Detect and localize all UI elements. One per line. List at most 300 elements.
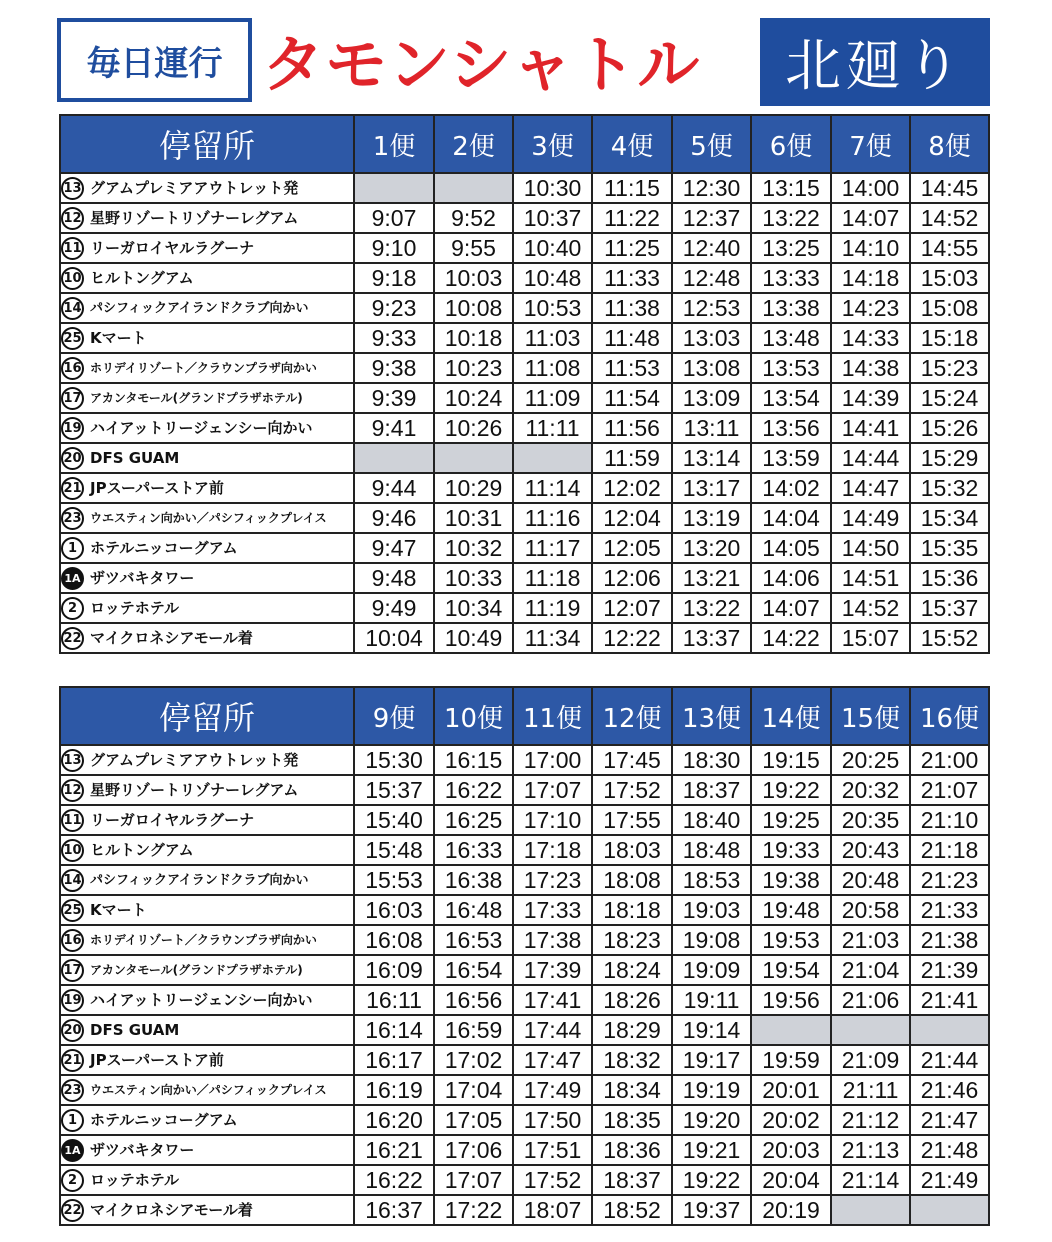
time-value: 18:18 — [603, 896, 661, 923]
time-cell — [513, 1075, 592, 1105]
table-row — [60, 293, 989, 323]
stop-number-badge: 1A — [61, 1139, 84, 1162]
time-value: 17:51 — [523, 1136, 582, 1163]
stop-cell — [60, 925, 354, 955]
time-cell — [434, 383, 513, 413]
table-row — [60, 533, 989, 563]
time-cell — [831, 925, 910, 955]
time-cell — [592, 593, 672, 623]
time-cell — [751, 353, 831, 383]
table-row — [60, 775, 989, 805]
time-value: 20:35 — [841, 806, 900, 833]
time-cell — [751, 563, 831, 593]
stop-name: ホリデイリゾート／クラウンプラザ向かい — [90, 360, 317, 375]
time-cell — [672, 955, 751, 985]
time-value: 16:25 — [444, 806, 503, 833]
stop-name: ホテルニッコーグアム — [90, 538, 238, 557]
stop-number-badge: 13 — [61, 749, 84, 772]
time-cell — [672, 985, 751, 1015]
time-cell — [592, 383, 672, 413]
time-value: 12:37 — [682, 204, 741, 231]
table-row — [60, 323, 989, 353]
time-cell — [910, 233, 989, 263]
time-value: 13:17 — [682, 474, 741, 501]
time-cell — [434, 563, 513, 593]
time-cell — [354, 775, 434, 805]
stop-cell — [60, 775, 354, 805]
time-cell — [751, 1105, 831, 1135]
time-value: 11:03 — [524, 324, 581, 351]
time-value: 21:46 — [920, 1076, 979, 1103]
time-cell — [513, 263, 592, 293]
time-value: 17:23 — [523, 866, 582, 893]
time-cell — [592, 985, 672, 1015]
time-cell — [434, 593, 513, 623]
time-cell — [354, 473, 434, 503]
time-value: 21:06 — [841, 986, 900, 1013]
time-value: 10:30 — [523, 174, 582, 201]
time-value: 18:08 — [603, 866, 661, 893]
time-value: 21:04 — [841, 956, 900, 983]
table-row — [60, 353, 989, 383]
time-value: 13:20 — [682, 534, 741, 561]
table-row — [60, 1045, 989, 1075]
time-value: 19:48 — [762, 896, 820, 923]
time-cell — [831, 1045, 910, 1075]
time-value: 11:08 — [524, 354, 581, 381]
time-value: 13:59 — [762, 444, 820, 471]
time-value: 18:34 — [603, 1076, 661, 1103]
stop-cell — [60, 593, 354, 623]
time-cell — [831, 1165, 910, 1195]
time-cell — [910, 473, 989, 503]
time-cell — [672, 1075, 751, 1105]
time-cell — [672, 805, 751, 835]
time-value: 13:14 — [682, 444, 741, 471]
time-value: 20:32 — [841, 776, 900, 803]
time-value: 19:20 — [682, 1106, 741, 1133]
time-cell — [672, 443, 751, 473]
stop-name: リーガロイヤルラグーナ — [90, 238, 255, 257]
time-cell — [672, 895, 751, 925]
time-cell — [354, 835, 434, 865]
time-value: 20:04 — [762, 1166, 820, 1193]
time-cell — [751, 203, 831, 233]
time-cell — [831, 1135, 910, 1165]
time-value: 19:09 — [682, 956, 741, 983]
time-cell — [910, 173, 989, 203]
run-column-header: 2便 — [434, 115, 513, 173]
run-column-header: 16便 — [910, 687, 989, 745]
time-value: 11:48 — [604, 324, 660, 351]
stop-name: ホリデイリゾート／クラウンプラザ向かい — [90, 932, 317, 947]
time-value: 14:38 — [841, 354, 900, 381]
stop-number-badge: 23 — [61, 507, 84, 530]
time-value: 14:00 — [841, 174, 900, 201]
time-cell — [831, 1105, 910, 1135]
time-value: 17:47 — [523, 1046, 582, 1073]
stop-cell — [60, 443, 354, 473]
time-value: 16:14 — [365, 1016, 423, 1043]
time-cell — [434, 1075, 513, 1105]
time-cell — [672, 323, 751, 353]
time-value: 15:52 — [920, 624, 979, 651]
time-value: 19:11 — [683, 986, 740, 1013]
header — [0, 0, 1052, 110]
time-cell — [592, 233, 672, 263]
time-value: 17:22 — [444, 1196, 503, 1223]
time-cell — [831, 533, 910, 563]
time-value: 15:08 — [920, 294, 979, 321]
header-row — [60, 687, 989, 745]
time-cell — [354, 353, 434, 383]
time-value: 12:04 — [603, 504, 661, 531]
time-value: 10:40 — [523, 234, 582, 261]
time-value: 17:06 — [444, 1136, 503, 1163]
time-cell — [672, 533, 751, 563]
time-value: 9:44 — [371, 474, 417, 501]
time-cell — [354, 925, 434, 955]
time-value: 14:47 — [841, 474, 900, 501]
time-cell — [831, 805, 910, 835]
time-cell — [910, 1165, 989, 1195]
time-cell — [354, 955, 434, 985]
time-cell — [434, 1195, 513, 1225]
time-cell — [434, 503, 513, 533]
stop-number-badge: 20 — [61, 447, 84, 470]
stop-cell — [60, 173, 354, 203]
time-cell — [831, 443, 910, 473]
time-cell — [672, 383, 751, 413]
stop-number-badge: 13 — [61, 177, 84, 200]
time-value: 19:17 — [682, 1046, 741, 1073]
time-value: 9:18 — [371, 264, 417, 291]
time-cell — [354, 865, 434, 895]
time-value: 16:11 — [366, 986, 422, 1013]
time-cell — [434, 263, 513, 293]
time-cell — [751, 383, 831, 413]
time-value: 12:48 — [682, 264, 741, 291]
stop-cell — [60, 745, 354, 775]
time-value: 10:34 — [444, 594, 503, 621]
time-cell — [751, 623, 831, 653]
time-cell — [592, 353, 672, 383]
time-value: 18:03 — [603, 836, 661, 863]
time-cell — [672, 233, 751, 263]
time-cell — [672, 1105, 751, 1135]
time-value: 18:37 — [682, 776, 741, 803]
time-cell — [751, 925, 831, 955]
time-cell — [354, 593, 434, 623]
time-value: 12:02 — [603, 474, 661, 501]
time-cell — [592, 955, 672, 985]
time-value: 21:39 — [920, 956, 979, 983]
time-cell — [434, 775, 513, 805]
time-cell — [672, 623, 751, 653]
time-value: 21:10 — [920, 806, 979, 833]
stop-cell — [60, 895, 354, 925]
time-value: 17:07 — [523, 776, 582, 803]
no-service-cell — [910, 1195, 989, 1225]
stop-number-badge: 1 — [61, 1109, 84, 1132]
time-value: 9:33 — [371, 324, 417, 351]
time-value: 15:36 — [920, 564, 979, 591]
time-value: 14:05 — [762, 534, 820, 561]
time-value: 9:39 — [371, 384, 417, 411]
run-column-header: 10便 — [434, 687, 513, 745]
time-cell — [434, 1045, 513, 1075]
stop-name: ザツバキタワー — [90, 1140, 195, 1159]
stop-cell — [60, 1105, 354, 1135]
stop-cell — [60, 805, 354, 835]
time-cell — [831, 775, 910, 805]
time-cell — [672, 173, 751, 203]
time-cell — [354, 623, 434, 653]
stop-cell — [60, 353, 354, 383]
route-badge: 北廻り — [760, 18, 990, 106]
time-value: 13:37 — [682, 624, 741, 651]
time-value: 10:24 — [444, 384, 503, 411]
time-cell — [513, 1165, 592, 1195]
time-value: 17:52 — [523, 1166, 582, 1193]
time-cell — [831, 173, 910, 203]
time-value: 13:25 — [762, 234, 820, 261]
time-value: 21:41 — [920, 986, 979, 1013]
time-cell — [513, 745, 592, 775]
time-value: 20:03 — [762, 1136, 820, 1163]
time-value: 15:37 — [365, 776, 423, 803]
header-row — [60, 115, 989, 173]
stop-cell — [60, 1075, 354, 1105]
time-cell — [513, 353, 592, 383]
table-row — [60, 413, 989, 443]
stop-cell — [60, 383, 354, 413]
time-value: 14:18 — [841, 264, 900, 291]
time-cell — [751, 1195, 831, 1225]
time-value: 21:18 — [920, 836, 979, 863]
time-cell — [592, 563, 672, 593]
time-cell — [910, 955, 989, 985]
no-service-cell — [513, 443, 592, 473]
no-service-cell — [354, 443, 434, 473]
time-value: 18:53 — [682, 866, 741, 893]
time-value: 11:22 — [604, 204, 660, 231]
time-value: 13:08 — [682, 354, 741, 381]
time-cell — [434, 1135, 513, 1165]
time-cell — [751, 443, 831, 473]
time-cell — [831, 895, 910, 925]
daily-operation-badge: 毎日運行 — [57, 18, 252, 102]
time-value: 17:04 — [444, 1076, 503, 1103]
table-row — [60, 1165, 989, 1195]
run-column-header: 9便 — [354, 687, 434, 745]
time-cell — [513, 1015, 592, 1045]
time-value: 10:03 — [444, 264, 503, 291]
time-cell — [672, 775, 751, 805]
time-cell — [513, 1195, 592, 1225]
time-cell — [513, 1045, 592, 1075]
time-cell — [672, 1165, 751, 1195]
time-value: 20:19 — [762, 1196, 820, 1223]
table-row — [60, 955, 989, 985]
time-cell — [592, 895, 672, 925]
time-value: 13:33 — [762, 264, 820, 291]
time-value: 9:49 — [371, 594, 417, 621]
time-cell — [751, 895, 831, 925]
time-value: 19:54 — [762, 956, 820, 983]
time-value: 16:59 — [444, 1016, 503, 1043]
time-value: 10:37 — [523, 204, 582, 231]
time-cell — [592, 323, 672, 353]
time-value: 11:09 — [524, 384, 581, 411]
time-cell — [910, 413, 989, 443]
time-cell — [672, 1195, 751, 1225]
time-value: 11:25 — [604, 234, 660, 261]
time-value: 21:47 — [920, 1106, 979, 1133]
table-row — [60, 263, 989, 293]
time-value: 14:22 — [762, 624, 820, 651]
time-value: 14:41 — [841, 414, 900, 441]
time-value: 10:04 — [365, 624, 423, 651]
time-cell — [831, 865, 910, 895]
stop-name: ヒルトングアム — [90, 268, 194, 287]
time-cell — [672, 293, 751, 323]
time-value: 14:10 — [841, 234, 900, 261]
stop-number-badge: 11 — [61, 809, 84, 832]
time-value: 14:33 — [841, 324, 900, 351]
stop-name: ウエスティン向かい／パシフィックプレイス — [90, 510, 327, 525]
time-cell — [513, 775, 592, 805]
time-cell — [354, 1195, 434, 1225]
time-value: 16:03 — [365, 896, 423, 923]
time-value: 14:02 — [762, 474, 820, 501]
time-value: 12:07 — [603, 594, 661, 621]
time-value: 14:52 — [920, 204, 979, 231]
time-value: 17:50 — [523, 1106, 582, 1133]
stop-name: パシフィックアイランドクラブ向かい — [90, 872, 309, 888]
time-value: 14:51 — [841, 564, 900, 591]
time-value: 15:37 — [920, 594, 979, 621]
time-cell — [434, 895, 513, 925]
stop-number-badge: 2 — [61, 1169, 84, 1192]
time-cell — [354, 533, 434, 563]
time-cell — [910, 323, 989, 353]
time-value: 19:56 — [762, 986, 820, 1013]
time-value: 9:52 — [451, 204, 496, 231]
time-cell — [354, 323, 434, 353]
stop-number-badge: 20 — [61, 1019, 84, 1042]
time-value: 15:07 — [841, 624, 900, 651]
time-cell — [831, 293, 910, 323]
time-value: 11:34 — [524, 624, 581, 651]
time-value: 13:21 — [682, 564, 741, 591]
time-value: 13:03 — [682, 324, 741, 351]
no-service-cell — [831, 1015, 910, 1045]
stop-name: グアムプレミアアウトレット発 — [90, 178, 299, 197]
time-cell — [513, 173, 592, 203]
time-value: 10:08 — [444, 294, 503, 321]
time-value: 13:22 — [682, 594, 741, 621]
time-value: 20:43 — [841, 836, 900, 863]
time-value: 21:12 — [841, 1106, 900, 1133]
time-value: 17:41 — [523, 986, 582, 1013]
time-value: 17:02 — [444, 1046, 503, 1073]
time-value: 16:54 — [444, 956, 503, 983]
time-value: 13:11 — [683, 414, 740, 441]
time-value: 16:19 — [365, 1076, 423, 1103]
stop-name: ロッテホテル — [90, 598, 179, 617]
time-cell — [354, 383, 434, 413]
run-column-header: 5便 — [672, 115, 751, 173]
stop-name: ハイアットリージェンシー向かい — [90, 418, 313, 437]
table-row — [60, 925, 989, 955]
stop-number-badge: 16 — [61, 929, 84, 952]
time-cell — [751, 1165, 831, 1195]
time-cell — [434, 293, 513, 323]
time-value: 11:56 — [604, 414, 660, 441]
time-cell — [434, 233, 513, 263]
time-cell — [592, 925, 672, 955]
time-cell — [910, 623, 989, 653]
time-cell — [751, 593, 831, 623]
table-row — [60, 1075, 989, 1105]
time-value: 10:49 — [444, 624, 503, 651]
time-value: 10:32 — [444, 534, 503, 561]
stop-number-badge: 23 — [61, 1079, 84, 1102]
time-cell — [354, 1105, 434, 1135]
table-row — [60, 1105, 989, 1135]
run-column-header: 7便 — [831, 115, 910, 173]
time-cell — [592, 203, 672, 233]
time-cell — [434, 623, 513, 653]
stop-name: ヒルトングアム — [90, 840, 194, 859]
time-cell — [513, 203, 592, 233]
stop-cell — [60, 233, 354, 263]
time-cell — [751, 293, 831, 323]
time-cell — [592, 473, 672, 503]
time-cell — [354, 263, 434, 293]
stop-cell — [60, 1015, 354, 1045]
time-value: 16:33 — [444, 836, 503, 863]
stop-number-badge: 2 — [61, 597, 84, 620]
time-value: 12:53 — [682, 294, 741, 321]
stop-cell — [60, 1045, 354, 1075]
time-cell — [672, 473, 751, 503]
time-cell — [592, 1015, 672, 1045]
time-value: 16:08 — [365, 926, 423, 953]
time-cell — [434, 955, 513, 985]
time-cell — [592, 1105, 672, 1135]
stop-cell — [60, 563, 354, 593]
time-value: 16:22 — [365, 1166, 423, 1193]
time-value: 19:38 — [762, 866, 820, 893]
time-value: 16:38 — [444, 866, 503, 893]
time-value: 16:37 — [365, 1196, 423, 1223]
time-value: 14:07 — [841, 204, 900, 231]
table-row — [60, 203, 989, 233]
time-value: 11:17 — [524, 534, 581, 561]
time-cell — [672, 1135, 751, 1165]
time-cell — [434, 985, 513, 1015]
time-value: 21:44 — [920, 1046, 979, 1073]
time-cell — [831, 413, 910, 443]
stop-name: アカンタモール(グランドプラザホテル) — [90, 962, 303, 977]
table-row — [60, 985, 989, 1015]
stop-number-badge: 19 — [61, 989, 84, 1012]
time-value: 18:26 — [603, 986, 661, 1013]
time-cell — [751, 413, 831, 443]
time-cell — [513, 533, 592, 563]
